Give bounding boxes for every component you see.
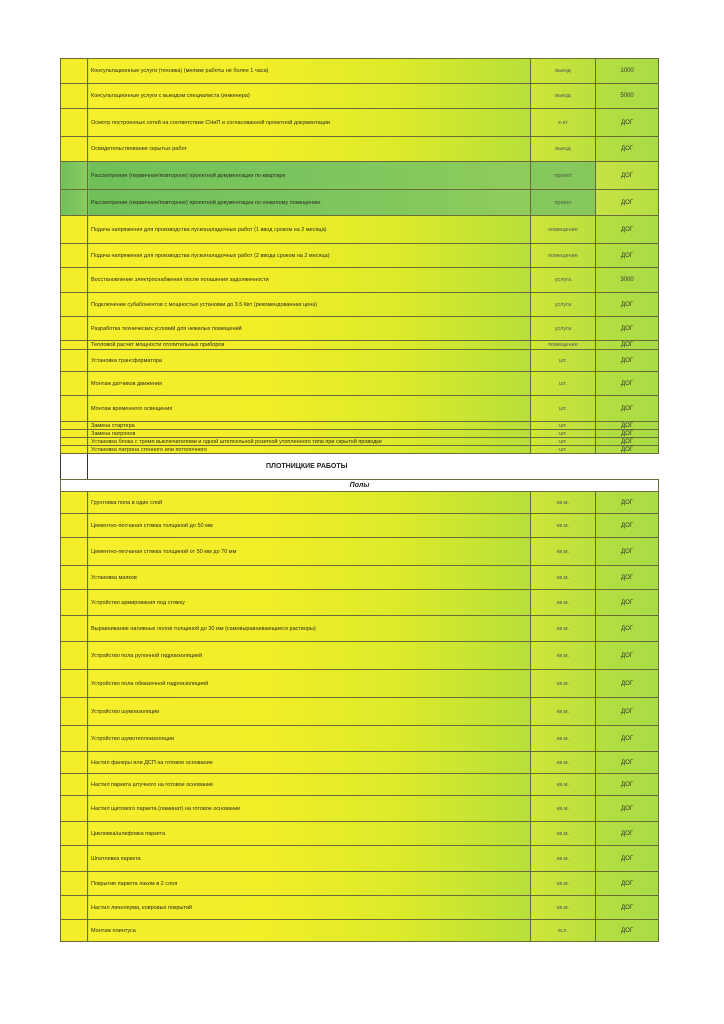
unit-cell: кв.м. [531,566,596,590]
unit-cell: выезд [531,84,596,109]
service-name-cell: Монтаж временного освещения [88,396,531,422]
price-cell: ДОГ [596,492,659,514]
service-name-cell: Монтаж датчиков движения [88,372,531,396]
row-number-cell [61,137,88,162]
row-number-cell [61,726,88,752]
service-name-cell: Покрытие паркета лаком в 2 слоя [88,872,531,896]
unit-cell: шт. [531,372,596,396]
row-number-cell [61,446,88,454]
unit-cell: кв.м. [531,846,596,872]
service-name-cell: Цементно-песчаная стяжка толщиной от 50 мм до 70 мм [88,538,531,566]
row-number-cell [61,642,88,670]
service-name-cell: Консультационные услуги (техника) (мелкие работы не более 1 часа) [88,59,531,84]
price-cell: 3000 [596,268,659,293]
row-number-cell [61,317,88,341]
row-number-cell [61,796,88,822]
price-cell: ДОГ [596,514,659,538]
row-number-cell [61,190,88,216]
unit-cell: кв.м. [531,726,596,752]
row-number-cell [61,752,88,774]
table-row [61,422,659,430]
service-name-cell: Устройство пола рулонной гидроизоляцией [88,642,531,670]
row-number-cell [61,109,88,137]
unit-cell: услуга [531,293,596,317]
unit-cell: кв.м. [531,752,596,774]
price-cell: ДОГ [596,216,659,244]
unit-cell: к-кт [531,109,596,137]
service-name-cell: Разработка технических условий для нежилых помещений [88,317,531,341]
price-cell: ДОГ [596,422,659,430]
price-cell: ДОГ [596,317,659,341]
price-cell: ДОГ [596,430,659,438]
service-name-cell: Замена стартера [88,422,531,430]
table-row [61,350,659,372]
unit-cell: кв.м. [531,670,596,698]
price-cell: ДОГ [596,372,659,396]
price-cell: ДОГ [596,538,659,566]
price-cell: ДОГ [596,190,659,216]
service-name-cell: Установка блока с тремя выключателями и одной штепсельной розеткой утопленного типа при скрытой проводке [88,438,531,446]
unit-cell: кв.м. [531,896,596,920]
table-row [61,822,659,846]
row-number-cell [61,670,88,698]
table-row [61,590,659,616]
service-name-cell: Тепловой расчет мощности отопительных приборов [88,341,531,350]
service-name-cell: Консультационные услуги с выездом специалиста (инженера) [88,84,531,109]
price-cell: ДОГ [596,446,659,454]
table-row [61,670,659,698]
price-cell: ДОГ [596,642,659,670]
service-name-cell: Настил паркета штучного на готовое основание [88,774,531,796]
row-number-cell [61,341,88,350]
row-number-cell [61,268,88,293]
price-cell: ДОГ [596,566,659,590]
service-name-cell: Монтаж плинтуса [88,920,531,942]
table-row [61,698,659,726]
row-number-cell [61,566,88,590]
unit-cell: шт. [531,438,596,446]
table-row [61,430,659,438]
row-number-cell [61,244,88,268]
price-cell: ДОГ [596,726,659,752]
table-row [61,84,659,109]
table-body-floors [61,492,659,942]
row-number-cell [61,492,88,514]
price-cell: ДОГ [596,796,659,822]
service-name-cell: Подача напряжения для производства пусконаладочных работ (2 ввода сроком на 2 месяца) [88,244,531,268]
price-cell: ДОГ [596,670,659,698]
service-name-cell: Настил щитового паркета (ламинат) на готовое основание [88,796,531,822]
table-row [61,293,659,317]
unit-cell: выезд [531,137,596,162]
table-row [61,752,659,774]
table-row [61,216,659,244]
unit-cell: кв.м. [531,872,596,896]
table-body-section [61,454,659,492]
row-number-cell [61,162,88,190]
row-number-cell [61,430,88,438]
price-cell: ДОГ [596,244,659,268]
price-cell: ДОГ [596,698,659,726]
row-number-cell [61,920,88,942]
table-row [61,538,659,566]
price-cell: ДОГ [596,896,659,920]
service-name-cell: Настил линолеума, ковровых покрытий [88,896,531,920]
unit-cell: кв.м. [531,492,596,514]
row-number-cell [61,422,88,430]
service-name-cell: Рассмотрение (первичное/повторное) проектной документации по нежилому помещению [88,190,531,216]
unit-cell: кв.м. [531,616,596,642]
unit-cell: кв.м. [531,774,596,796]
table-row [61,317,659,341]
price-cell: 1000 [596,59,659,84]
unit-cell: услуга [531,268,596,293]
service-name-cell: Осмотр построенных сетей на соответствие СНиП и согласованной проектной документации [88,109,531,137]
row-number-cell [61,822,88,846]
table-row [61,492,659,514]
price-cell: ДОГ [596,752,659,774]
price-cell: ДОГ [596,109,659,137]
price-cell: ДОГ [596,590,659,616]
service-name-cell: Циклевка/шлифовка паркета [88,822,531,846]
service-name-cell: Восстановление электроснабжения после погашения задолженности [88,268,531,293]
service-name-cell: Цементно-песчаная стяжка толщиной до 50 мм [88,514,531,538]
unit-cell: шт. [531,430,596,438]
table-row [61,372,659,396]
row-number-cell [61,872,88,896]
price-cell: ДОГ [596,137,659,162]
unit-cell: помещение [531,244,596,268]
price-cell: 5000 [596,84,659,109]
table-body-electrical [61,59,659,454]
unit-cell: м.п. [531,920,596,942]
table-row [61,616,659,642]
service-name-cell: Устройство шумоизоляции [88,698,531,726]
price-cell: ДОГ [596,162,659,190]
row-number-cell [61,538,88,566]
price-cell: ДОГ [596,396,659,422]
table-row [61,872,659,896]
service-name-cell: Выравнивание наливных полов толщиной до 30 мм (самовыравнивающиеся растворы) [88,616,531,642]
unit-cell: шт. [531,446,596,454]
section-title: ПЛОТНИЦКИЕ РАБОТЫ [88,454,659,480]
service-name-cell: Установка патрона стенного или потолочного [88,446,531,454]
table-row [61,341,659,350]
table-row [61,896,659,920]
unit-cell: шт. [531,422,596,430]
table-row [61,920,659,942]
price-cell: ДОГ [596,341,659,350]
service-name-cell: Установка маяков [88,566,531,590]
unit-cell: кв.м. [531,642,596,670]
row-number-cell [61,896,88,920]
service-name-cell: Грунтовка пола в один слой [88,492,531,514]
subsection-title: Полы [61,480,659,492]
row-number-cell [61,216,88,244]
table-row [61,774,659,796]
unit-cell: кв.м. [531,796,596,822]
table-row [61,109,659,137]
unit-cell: кв.м. [531,822,596,846]
unit-cell: выезд [531,59,596,84]
row-number-cell [61,514,88,538]
unit-cell: кв.м. [531,698,596,726]
unit-cell: помещение [531,216,596,244]
service-name-cell: Подключение субабонентов с мощностью установки до 3.5 Квт (рекомендованная цена) [88,293,531,317]
price-cell: ДОГ [596,846,659,872]
unit-cell: кв.м. [531,590,596,616]
unit-cell: услуга [531,317,596,341]
service-name-cell: Устройство шумотеплоизоляции [88,726,531,752]
service-name-cell: Освидетельствование скрытых работ [88,137,531,162]
unit-cell: проект [531,162,596,190]
row-number-cell [61,59,88,84]
table-row [61,846,659,872]
table-row [61,268,659,293]
subsection-header-row [61,480,659,492]
row-number-cell [61,774,88,796]
table-row [61,566,659,590]
table-row [61,642,659,670]
service-name-cell: Настил фанеры или ДСП на готовое основание [88,752,531,774]
row-number-cell [61,698,88,726]
row-number-cell [61,438,88,446]
row-number-cell [61,616,88,642]
table-row [61,162,659,190]
unit-cell: шт. [531,396,596,422]
service-name-cell: Замена патронов [88,430,531,438]
unit-cell: помещение [531,341,596,350]
price-cell: ДОГ [596,920,659,942]
table-row [61,796,659,822]
price-cell: ДОГ [596,872,659,896]
price-cell: ДОГ [596,822,659,846]
service-name-cell: Установка трансформатора [88,350,531,372]
row-number-cell [61,293,88,317]
service-name-cell: Рассмотрение (первичное/повторное) проектной документации по квартире [88,162,531,190]
price-table [60,58,659,942]
price-cell: ДОГ [596,774,659,796]
row-number-cell [61,590,88,616]
table-row [61,244,659,268]
row-number-cell [61,350,88,372]
table-row [61,726,659,752]
row-number-cell [61,846,88,872]
table-row [61,396,659,422]
table-row [61,438,659,446]
row-number-cell [61,396,88,422]
service-name-cell: Шпатлевка паркета [88,846,531,872]
service-name-cell: Устройство армирования под стяжку [88,590,531,616]
table-row [61,59,659,84]
table-row [61,514,659,538]
price-list-sheet [60,58,658,942]
section-header-row [61,454,659,480]
unit-cell: проект [531,190,596,216]
row-number-cell [61,84,88,109]
row-number-cell [61,372,88,396]
unit-cell: шт. [531,350,596,372]
service-name-cell: Подача напряжения для производства пусконаладочных работ (1 ввод сроком на 2 месяца) [88,216,531,244]
unit-cell: кв.м. [531,538,596,566]
price-cell: ДОГ [596,350,659,372]
table-row [61,190,659,216]
service-name-cell: Устройство пола обмазочной гидроизоляцией [88,670,531,698]
unit-cell: кв.м. [531,514,596,538]
price-cell: ДОГ [596,293,659,317]
price-cell: ДОГ [596,438,659,446]
price-cell: ДОГ [596,616,659,642]
table-row [61,446,659,454]
table-row [61,137,659,162]
